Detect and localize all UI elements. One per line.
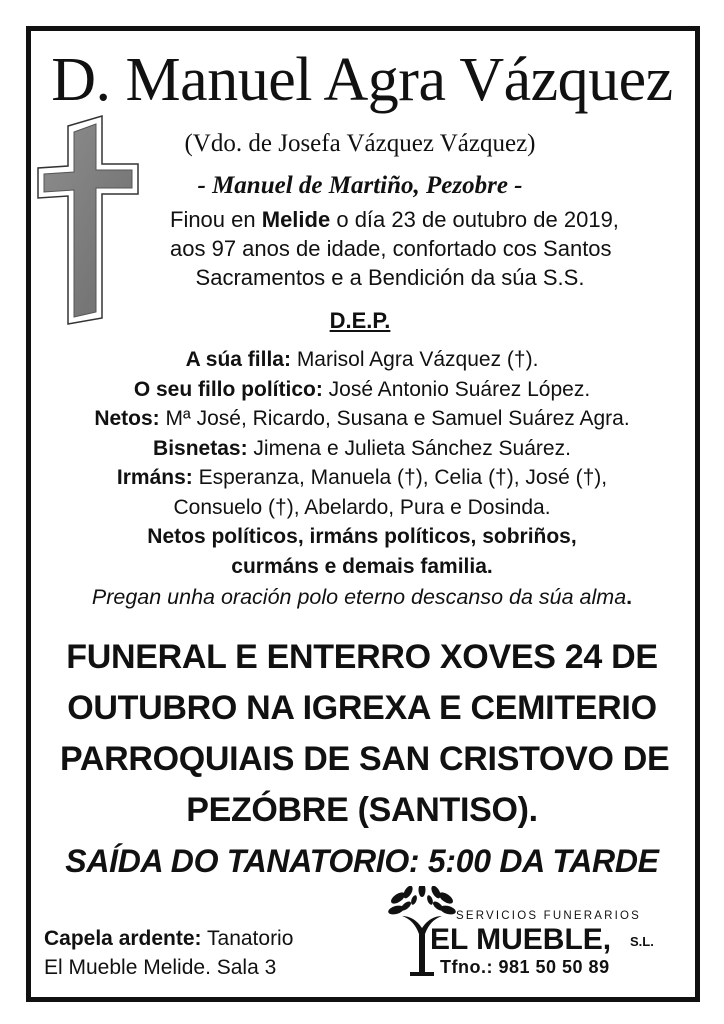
logo-suffix: S.L. [630, 934, 654, 949]
logo-brand: EL MUEBLE, [430, 923, 612, 956]
family-label: Netos: [94, 407, 160, 430]
family-text: Mª José, Ricardo, Susana e Samuel Suárez Agra. [159, 407, 630, 430]
family-line [50, 434, 674, 464]
family-label: O seu fillo político: [133, 377, 323, 401]
departure-time: SAÍDA DO TANATORIO: 5:00 DA TARDE [65, 843, 659, 879]
chapel-info [44, 924, 344, 982]
family-label: Irmáns: [116, 466, 193, 489]
family-line [50, 404, 674, 434]
death-prefix: Finou en [170, 207, 256, 232]
death-place: Melide [261, 207, 331, 232]
funeral-line: PEZÓBRE (SANTISO). [186, 791, 538, 829]
family-text: Esperanza, Manuela (†), Celia (†), José (†), [192, 466, 608, 489]
logo-phone: Tfno.: 981 50 50 89 [440, 957, 610, 977]
nickname: - Manuel de Martiño, Pezobre - [197, 172, 523, 199]
cross-icon [36, 114, 142, 333]
death-age: aos 97 anos de idade, confortado cos Santos [170, 236, 612, 261]
death-info [170, 205, 619, 292]
family-label: A súa filla: [185, 348, 291, 371]
prayer-end: . [626, 585, 633, 609]
funeral-line: FUNERAL E ENTERRO XOVES 24 DE [66, 638, 658, 676]
widower-of: (Vdo. de Josefa Vázquez Vázquez) [184, 130, 536, 157]
funeral-announcement [60, 632, 670, 836]
family-text: José Antonio Suárez López. [322, 377, 591, 401]
death-date: o día 23 de outubro de 2019, [336, 207, 619, 232]
death-sacraments: Sacramentos e a Bendición da súa S.S. [195, 265, 585, 290]
logo-tagline: SERVICIOS FUNERARIOS [456, 910, 642, 922]
family-text: Consuelo (†), Abelardo, Pura e Dosinda. [173, 495, 551, 519]
deceased-name: D. Manuel Agra Vázquez [51, 46, 673, 114]
relatives-line: curmáns e demais familia. [231, 554, 493, 578]
family-list [50, 345, 674, 581]
family-text: Marisol Agra Vázquez (†). [290, 348, 539, 371]
chapel-place: Tanatorio [201, 927, 294, 950]
prayer-line [40, 582, 684, 612]
family-label: Bisnetas: [153, 436, 248, 460]
chapel-label: Capela ardente: [44, 927, 202, 950]
family-line [50, 375, 674, 405]
dep-heading: D.E.P. [329, 308, 391, 333]
chapel-room: El Mueble Melide. Sala 3 [44, 956, 277, 979]
family-line [50, 463, 674, 493]
family-text: Jimena e Julieta Sánchez Suárez. [247, 436, 571, 460]
prayer-text: Pregan unha oración polo eterno descanso da súa alma [91, 585, 627, 609]
family-line [50, 345, 674, 375]
relatives-line: Netos políticos, irmáns políticos, sobriños, [147, 525, 577, 548]
funeral-line: PARROQUIAIS DE SAN CRISTOVO DE [60, 740, 670, 778]
family-line [50, 493, 674, 523]
funeral-line: OUTUBRO NA IGREXA E CEMITERIO [67, 689, 657, 727]
